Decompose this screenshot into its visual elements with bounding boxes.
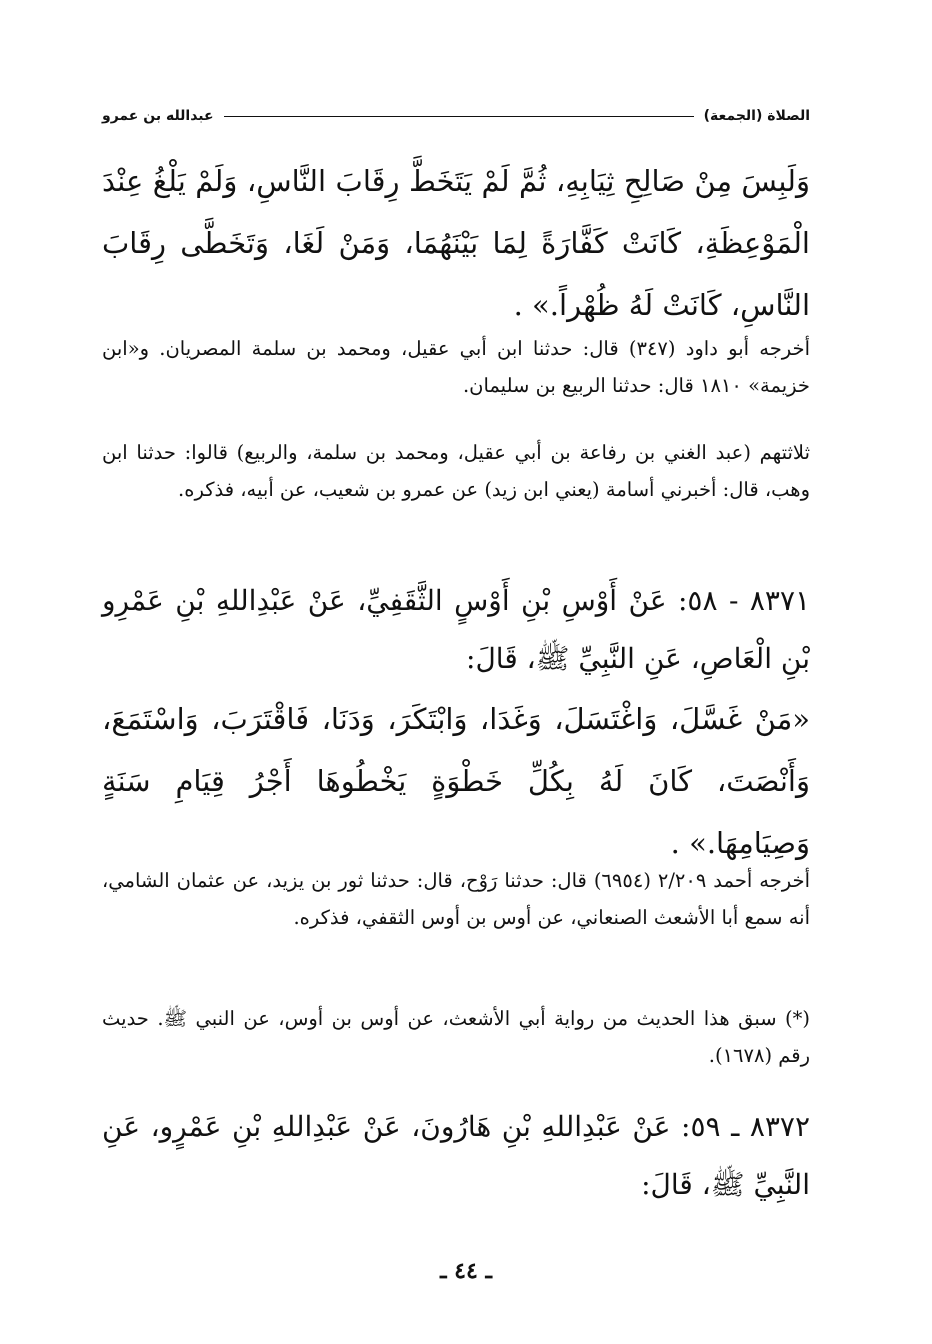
takhrij-note-chain: ثلاثتهم (عبد الغني بن رفاعة بن أبي عقيل، ومحمد بن سلمة، والربيع) قالوا: حدثنا ابن وهب، قال: أخبرني أسامة (يعني ابن زيد) عن عمرو بن شعيب، عن أبيه، فذكره. <box>102 441 810 501</box>
takhrij-note-ahmad: أخرجه أحمد ٢/٢٠٩ (٦٩٥٤) قال: حدثنا رَوْح، قال: حدثنا ثور بن يزيد، عن عثمان الشامي، أنه سمع أبا الأشعث الصنعاني، عن أوس بن أوس الثقفي، فذكره. <box>102 869 810 929</box>
running-head-chapter: الصلاة (الجمعة) <box>703 108 810 124</box>
page-number: ـ ٤٤ ـ <box>440 1258 492 1284</box>
hadith-8371-matn: «مَنْ غَسَّلَ، وَاغْتَسَلَ، وَغَدَا، وَابْتَكَرَ، وَدَنَا، فَاقْتَرَبَ، وَاسْتَمَعَ، وَأَنْصَتَ، كَانَ لَهُ بِكُلِّ خَطْوَةٍ يَخْطُوهَا أَجْرُ قِيَامِ سَنَةٍ وَصِيَامِهَا.» . <box>102 702 810 860</box>
takhrij-note: أخرجه أبو داود (٣٤٧) قال: حدثنا ابن أبي عقيل، ومحمد بن سلمة المصريان. و«ابن خزيمة» ١٨١٠ قال: حدثنا الربيع بن سليمان. <box>102 337 810 397</box>
running-head-section: عبدالله بن عمرو <box>102 108 214 124</box>
hadith-8371-isnad: ٨٣٧١ - ٥٨: عَنْ أَوْسِ بْنِ أَوْسٍ الثَّقَفِيِّ، عَنْ عَبْدِاللهِ بْنِ عَمْرِو بْنِ الْعَاصِ، عَنِ النَّبِيِّ ﷺ، قَالَ: <box>102 584 811 675</box>
running-head <box>102 104 810 128</box>
hadith-text-continued: وَلَبِسَ مِنْ صَالِحِ ثِيَابِهِ، ثُمَّ لَمْ يَتَخَطَّ رِقَابَ النَّاسِ، وَلَمْ يَلْغُ عِنْدَ الْمَوْعِظَةِ، كَانَتْ كَفَّارَةً لِمَا بَيْنَهُمَا، وَمَنْ لَغَا، وَتَخَطَّى رِقَابَ النَّاسِ، كَانَتْ لَهُ ظُهْراً.» . <box>102 164 810 322</box>
cross-reference-note: (*) سبق هذا الحديث من رواية أبي الأشعث، عن أوس بن أوس، عن النبي ﷺ. حديث رقم (١٦٧٨). <box>102 1007 810 1067</box>
hadith-8372-isnad: ٨٣٧٢ ـ ٥٩: عَنْ عَبْدِاللهِ بْنِ هَارُونَ، عَنْ عَبْدِاللهِ بْنِ عَمْرٍو، عَنِ النَّبِيِّ ﷺ، قَالَ: <box>102 1110 810 1201</box>
running-head-rule <box>224 116 694 117</box>
